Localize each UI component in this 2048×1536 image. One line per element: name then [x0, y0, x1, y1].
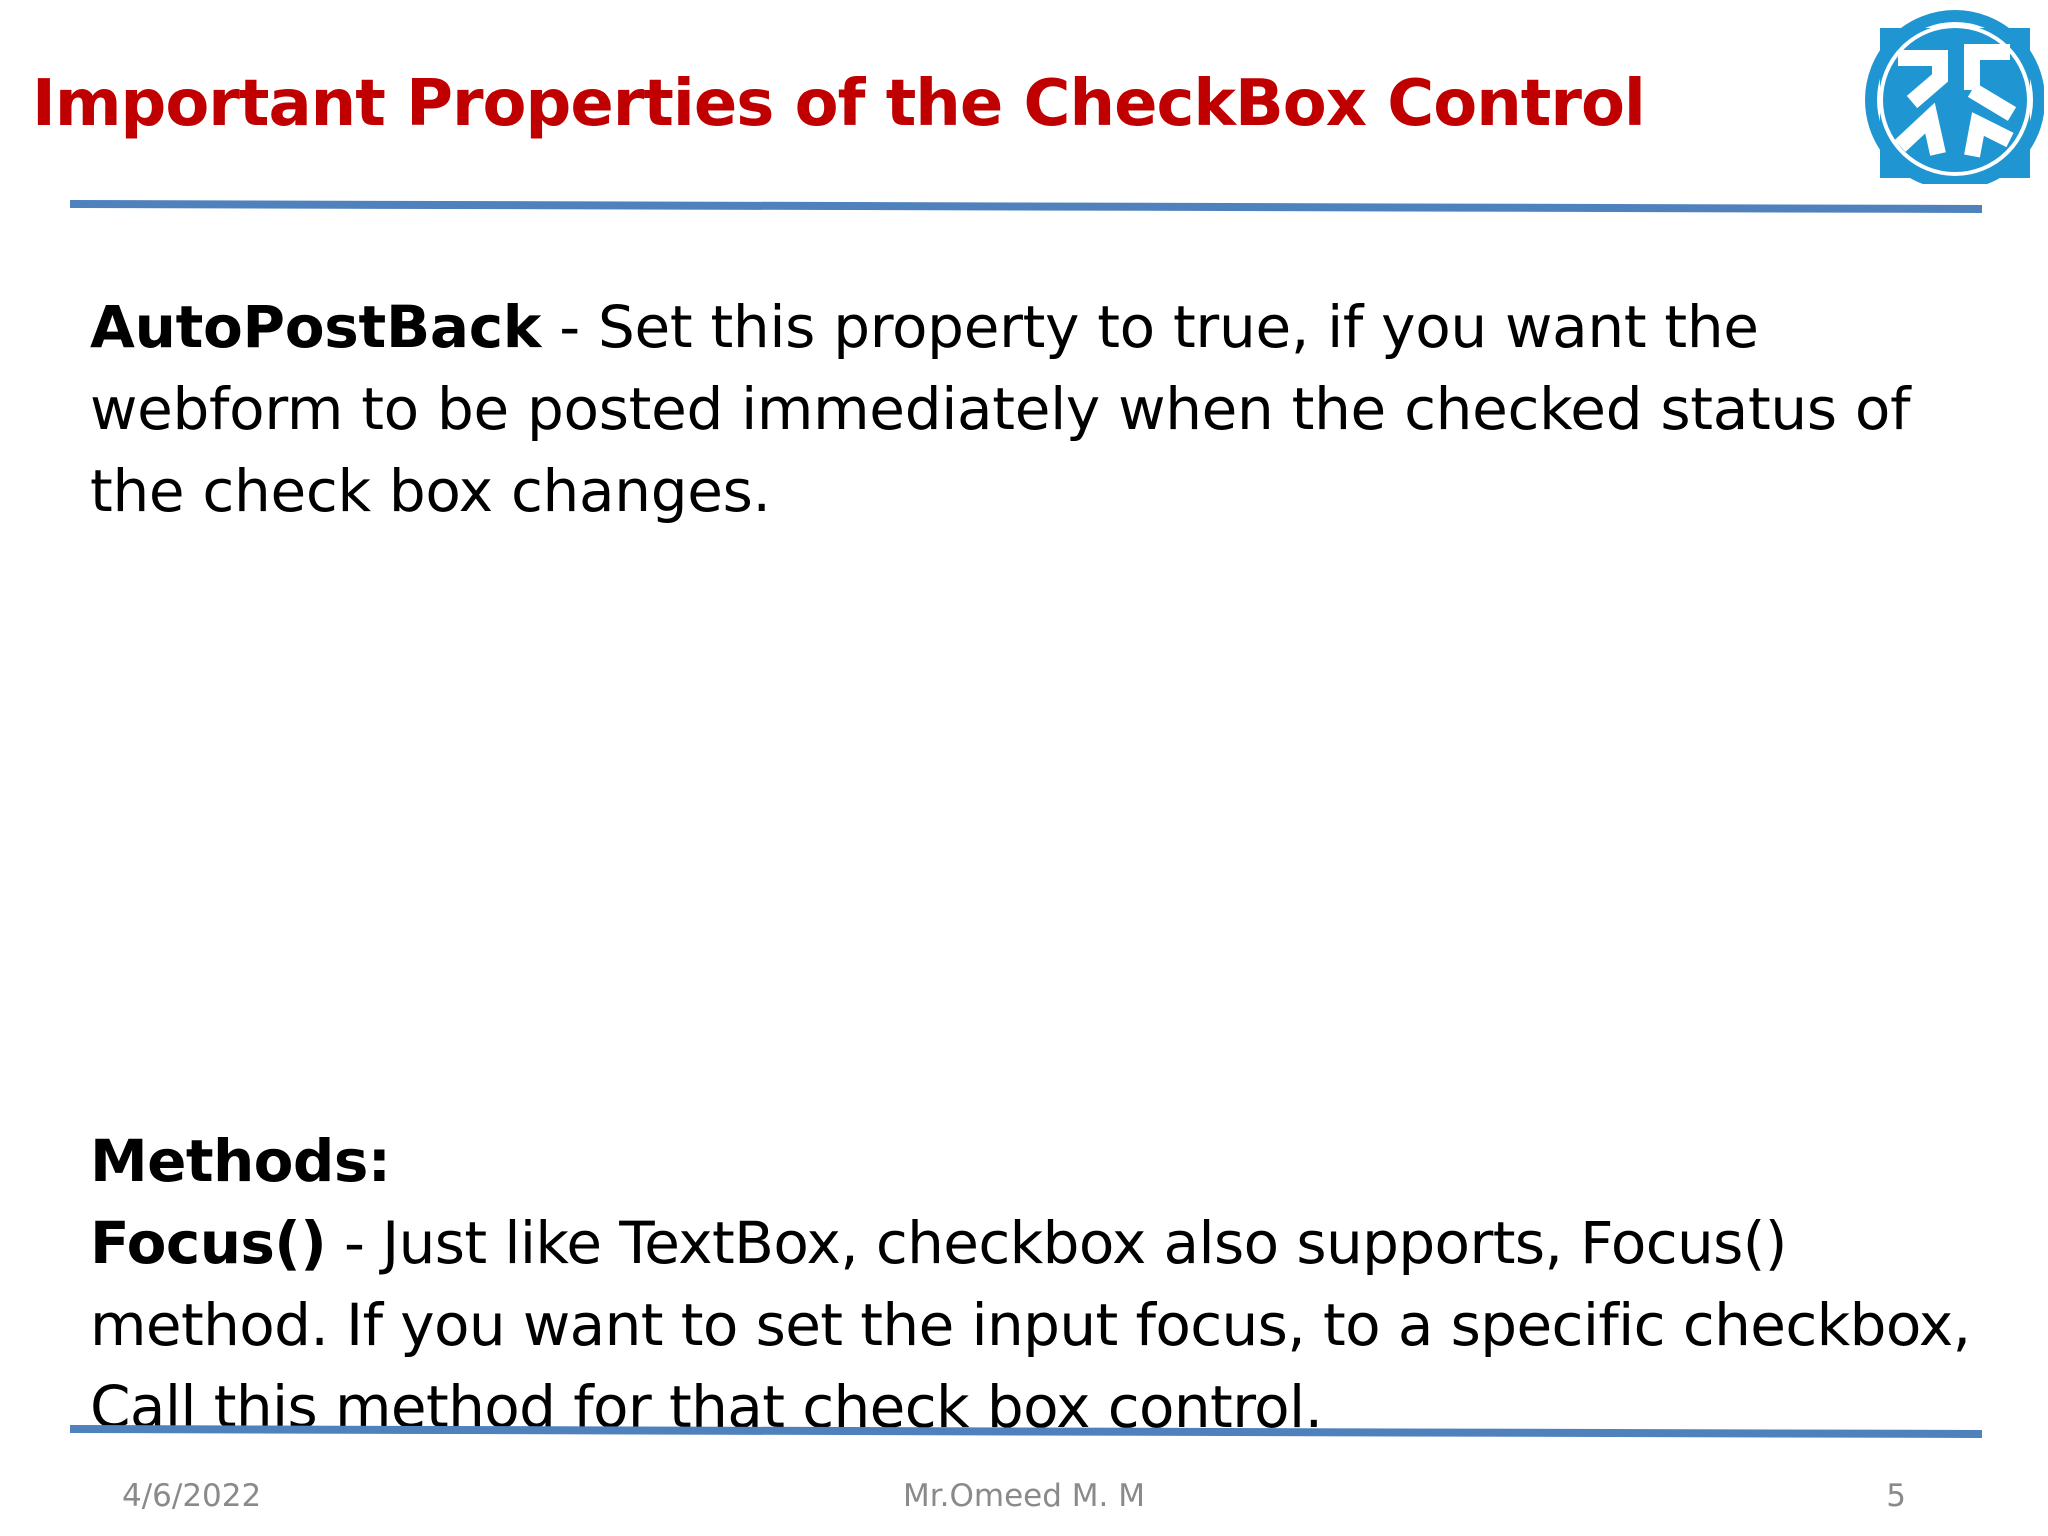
autopostback-term: AutoPostBack: [90, 293, 542, 361]
methods-section: [90, 1120, 2000, 1448]
footer-date: 4/6/2022: [122, 1478, 262, 1514]
autopostback-description: - Set this property to true, if you want the webform to be posted immediately when the checked status of the check box changes.: [90, 293, 1911, 525]
footer-author: Mr.Omeed M. M: [903, 1478, 1145, 1514]
focus-term: Focus(): [90, 1209, 327, 1277]
methods-heading: Methods:: [90, 1127, 391, 1195]
slide-title: Important Properties of the CheckBox Control: [32, 67, 1645, 141]
university-logo-icon: [1860, 6, 2044, 184]
title-divider: [70, 200, 1982, 213]
autopostback-paragraph: [90, 286, 2000, 532]
focus-description: - Just like TextBox, checkbox also supports, Focus() method. If you want to set the input focus, to a specific checkbox, Call this method for that check box control.: [90, 1209, 1971, 1441]
footer-page-number: 5: [1886, 1478, 1906, 1514]
